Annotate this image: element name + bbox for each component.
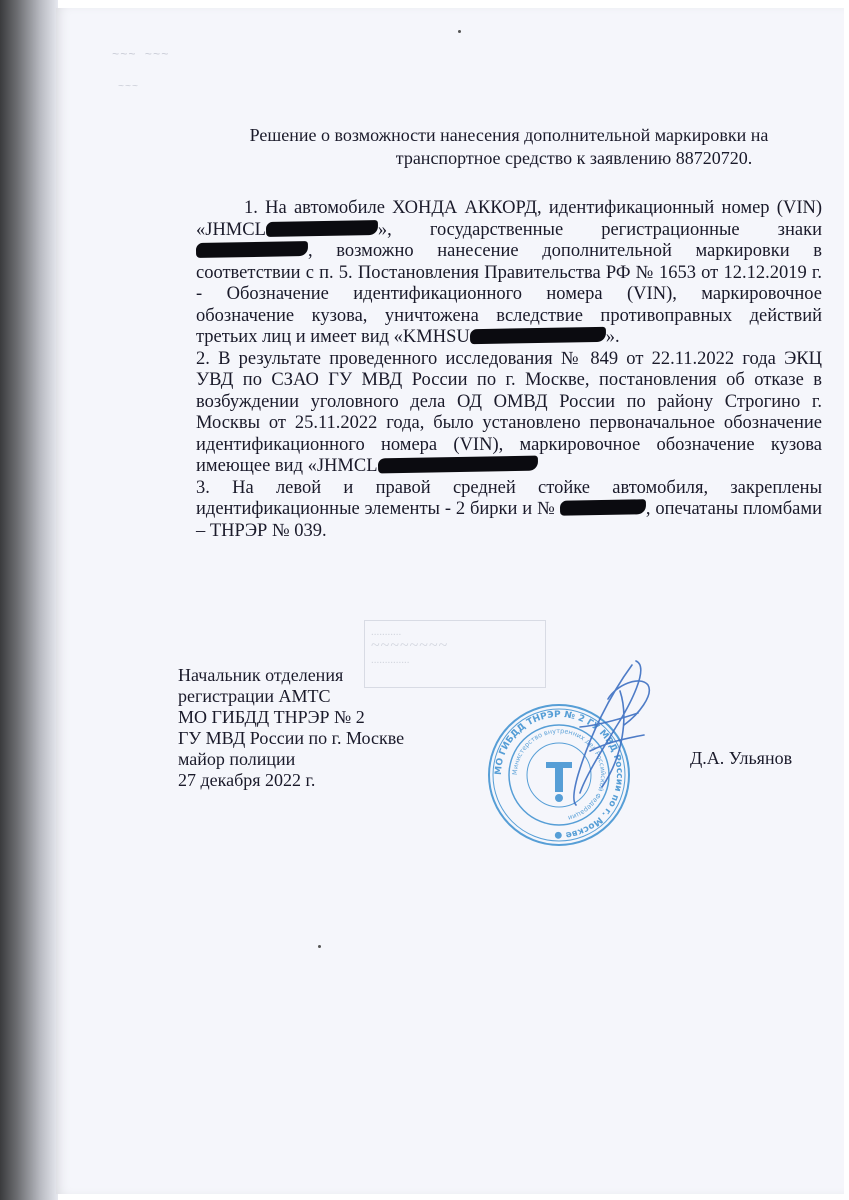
document-page: [56, 8, 844, 1194]
signatory-line-5: майор полиции: [178, 749, 296, 769]
signatory-name: Д.А. Ульянов: [690, 748, 793, 768]
signatory-line-3: МО ГИБДД ТНРЭР № 2: [178, 707, 365, 727]
faint-corner-mark: ~~~ ~~~: [112, 48, 170, 62]
item-1-text-d: ».: [605, 327, 620, 347]
signatory-line-4: ГУ МВД России по г. Москве: [178, 728, 405, 748]
item-3-text-b: , опечатаны пломбами – ТНРЭР № 039.: [196, 499, 822, 541]
redaction: [266, 220, 378, 237]
item-2: [196, 349, 822, 478]
item-1-text-c: , возможно нанесение дополнительной маркировки в соответствии с п. 5. Постановления Правительства РФ № 1653 от 12.12.2019 г. - Обозначение идентификационного номера (VIN), маркировочное обозначение кузова, уничтожена вследствие противоправных действий третьих лиц и имеет вид «KMHSU: [196, 241, 822, 347]
faint-background-stamp: ........... ~~~~~~~~ ..............: [364, 620, 546, 688]
signatory-block: [178, 665, 478, 791]
scan-speck-2: [318, 945, 321, 948]
redaction: [377, 456, 537, 474]
faint-corner-mark-2: ~~~: [118, 82, 140, 93]
handwritten-signature-icon: [520, 655, 690, 825]
svg-text:Министерство внутренних дел Ро: Министерство внутренних дел Российской Федерации: [510, 726, 608, 822]
signatory-line-1: Начальник отделения: [178, 665, 344, 685]
redaction: [470, 327, 606, 344]
redaction: [560, 499, 646, 515]
scan-edge-shadow: [0, 0, 58, 1200]
scan-speck: [458, 30, 461, 33]
redaction: [196, 241, 308, 258]
title-line-1: Решение о возможности нанесения дополнительной маркировки на: [249, 125, 769, 145]
item-2-text: 2. В результате проведенного исследования № 849 от 22.11.2022 года ЭКЦ УВД по СЗАО ГУ МВД России по г. Москве, постановления об отказе в возбуждении уголовного дела ОД ОМВД России по району Строгино г. Москвы от 25.11.2022 года, было установлено первоначальное обозначение идентификационного номера (VIN), маркировочное обозначение кузова имеющее вид «JHMCL: [196, 348, 822, 476]
item-1: [196, 198, 822, 349]
decision-body: [196, 198, 822, 542]
item-1-text-b: », государственные регистрационные знаки: [377, 219, 822, 240]
signatory-line-2: регистрации АМТС: [178, 686, 331, 706]
item-3: [196, 478, 822, 543]
item-1-text-a: 1. На автомобиле ХОНДА АККОРД, идентификационный номер (VIN) «JHMCL: [196, 198, 822, 240]
title-line-2: транспортное средство к заявлению 88720720.: [395, 148, 753, 168]
svg-text:МО ГИБДД ТНРЭР № 2 ГУ МВД Росс: МО ГИБДД ТНРЭР № 2 ГУ МВД России по г. Москве ●: [493, 709, 625, 841]
item-3-text-a: 3. На левой и правой средней стойке автомобиля, закреплены идентификационные элементы - 2 бирки и №: [196, 477, 822, 519]
document-title: [200, 124, 818, 170]
document-date: 27 декабря 2022 г.: [178, 770, 316, 790]
